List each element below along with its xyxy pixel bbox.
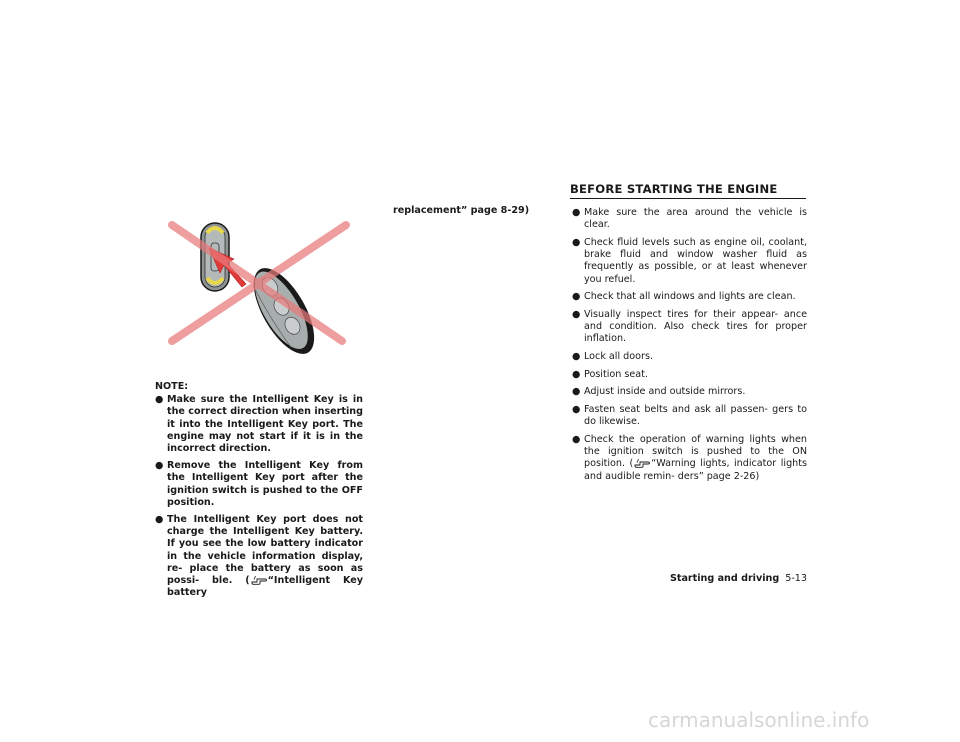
checklist-item-text: Make sure the area around the vehicle is clear. — [584, 207, 807, 231]
checklist — [572, 207, 807, 483]
note-section — [155, 381, 363, 604]
bullet-icon: ● — [572, 351, 581, 363]
bullet-icon: ● — [572, 291, 581, 303]
continuation-text[interactable]: replacement” page 8-29) — [393, 205, 530, 216]
checklist-item — [572, 309, 807, 346]
checklist-item-text: Position seat. — [584, 368, 648, 380]
bullet-icon: ● — [572, 236, 581, 248]
footer-section-name: Starting and driving — [669, 573, 780, 584]
note-title: NOTE: — [155, 381, 189, 392]
note-item-text: Make sure the Intelligent Key is in the correct direction when inserting it into the Intelligent Key port. The engine may not start if it is in the incorrect direction. — [167, 394, 363, 455]
bullet-icon: ● — [572, 386, 581, 398]
checklist-item-text: Check that all windows and lights are clean. — [584, 291, 796, 303]
reference-link[interactable]: “Warning lights, indicator lights and audible remin- ders” page 2-26) — [584, 458, 807, 482]
checklist-item — [572, 351, 807, 363]
bullet-icon: ● — [155, 514, 164, 526]
page-footer — [670, 573, 807, 585]
checklist-item-text: Visually inspect tires for their appear- ance and condition. Also check tires for proper inflation. — [584, 308, 807, 345]
note-item — [155, 514, 363, 599]
page-number: 5-13 — [785, 573, 807, 584]
checklist-item-text: Check the operation of warning lights when the ignition switch is pushed to the ON position. ( — [584, 434, 807, 470]
bullet-icon: ● — [155, 394, 164, 406]
note-item-text: Remove the Intelligent Key from the Intelligent Key port after the ignition switch is pushed to the OFF position. — [167, 460, 363, 508]
prohibited-cross-icon — [172, 225, 346, 341]
bullet-icon: ● — [572, 308, 581, 320]
checklist-item-text: Lock all doors. — [584, 351, 654, 363]
reference-hand-icon[interactable] — [634, 458, 650, 468]
checklist-item — [572, 207, 807, 231]
checklist-item-text: Check fluid levels such as engine oil, coolant, brake fluid and window washer fluid as frequently as possible, or at least whenever you refuel. — [584, 236, 807, 285]
watermark: carmanualsonline.info — [648, 708, 870, 732]
note-item-text: The Intelligent Key port does not charge the Intelligent Key battery. If you see the low battery indicator in the vehicle information display, re- place the battery as soon as possi- ble. ( — [167, 514, 363, 587]
section-title: BEFORE STARTING THE ENGINE — [570, 183, 806, 199]
bullet-icon: ● — [155, 460, 164, 472]
checklist-item-text: Fasten seat belts and ask all passen- gers to do likewise. — [584, 404, 807, 428]
checklist-item-text: Adjust inside and outside mirrors. — [584, 386, 746, 398]
checklist-item — [572, 237, 807, 286]
bullet-icon: ● — [572, 207, 581, 218]
intelligent-key-figure — [166, 203, 356, 361]
checklist-item — [572, 291, 807, 303]
checklist-item — [572, 434, 807, 483]
checklist-section — [572, 207, 807, 488]
note-item — [155, 394, 363, 455]
note-item — [155, 460, 363, 509]
reference-hand-icon[interactable] — [251, 575, 267, 585]
checklist-item — [572, 369, 807, 381]
checklist-item — [572, 404, 807, 428]
bullet-icon: ● — [572, 368, 581, 380]
bullet-icon: ● — [572, 434, 581, 446]
checklist-item — [572, 386, 807, 398]
intelligent-key-fob-illustration — [242, 259, 326, 361]
intelligent-key-insert-wrong-direction-icon — [166, 203, 356, 361]
reference-link[interactable]: “Intelligent Key battery — [167, 575, 363, 599]
bullet-icon: ● — [572, 404, 581, 416]
note-list — [155, 394, 363, 599]
